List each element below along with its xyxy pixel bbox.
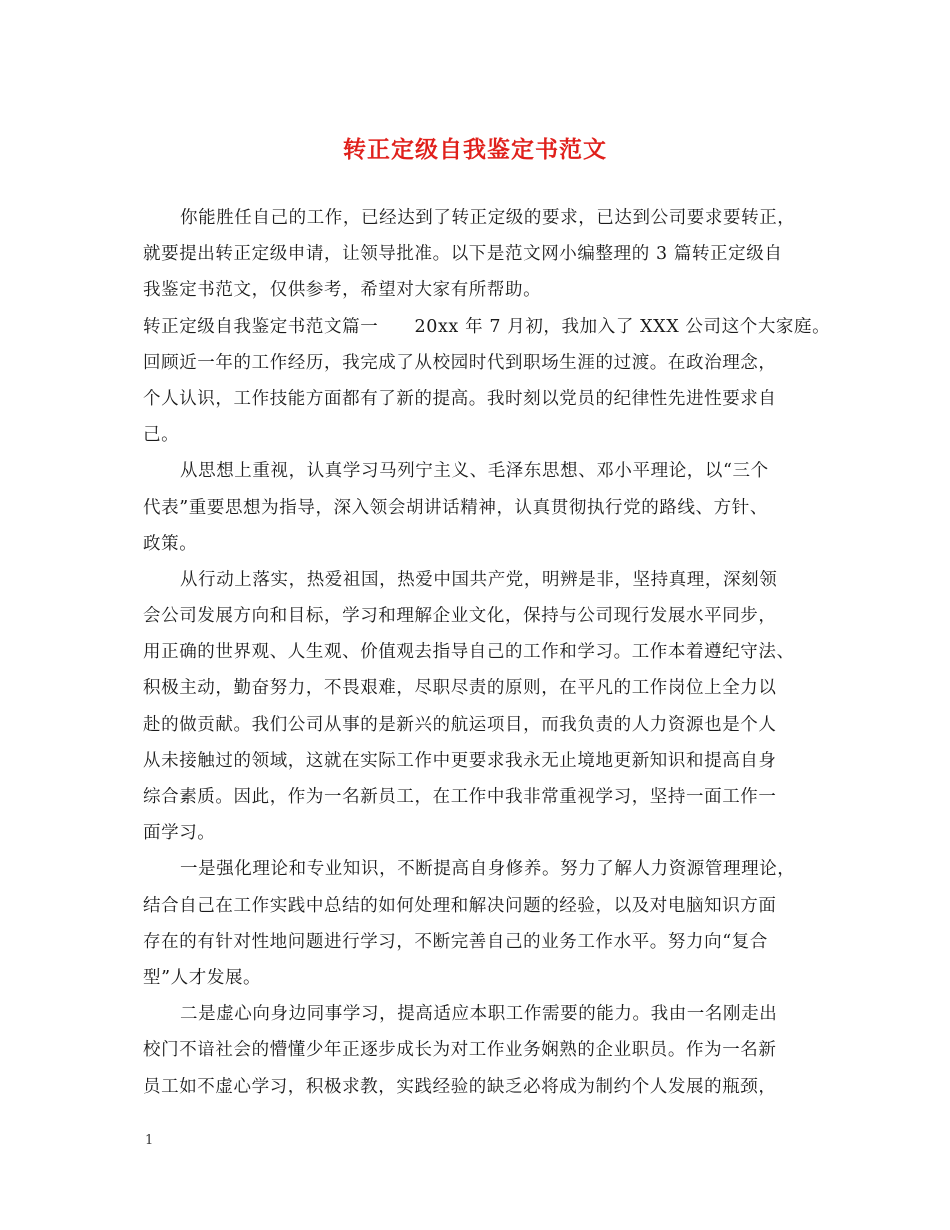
text-line: 赴的做贡献。我们公司从事的是新兴的航运项目，而我负责的人力资源也是个人	[143, 714, 777, 735]
text-line: 个人认识，工作技能方面都有了新的提高。我时刻以党员的纪律性先进性要求自	[143, 388, 777, 409]
text-line: 校门不谙社会的懵懂少年正逐步成长为对工作业务娴熟的企业职员。作为一名新	[143, 1040, 777, 1061]
document-body	[143, 200, 831, 1105]
page-number: 1	[145, 1133, 154, 1148]
text-line: 你能胜任自己的工作，已经达到了转正定级的要求，已达到公司要求要转正，	[180, 208, 796, 228]
text-line: 结合自己在工作实践中总结的如何处理和解决问题的经验，以及对电脑知识方面	[143, 895, 777, 916]
text-line: 代表”重要思想为指导，深入领会胡讲话精神，认真贯彻执行党的路线、方针、	[143, 497, 768, 518]
text-line: 用正确的世界观、人生观、价值观去指导自己的工作和学习。工作本着遵纪守法、	[143, 642, 795, 663]
text-line: 会公司发展方向和目标，学习和理解企业文化，保持与公司现行发展水平同步，	[143, 606, 777, 627]
text-line: 员工如不虚心学习，积极求教，实践经验的缺乏必将成为制约个人发展的瓶颈，	[143, 1076, 777, 1097]
text-line: 从未接触过的领域，这就在实际工作中更要求我永无止境地更新知识和提高自身	[143, 750, 777, 771]
text-line: 就要提出转正定级申请，让领导批准。以下是范文网小编整理的 3 篇转正定级自	[143, 244, 783, 265]
text-line: 型”人才发展。	[143, 967, 262, 988]
text-line: 回顾近一年的工作经历，我完成了从校园时代到职场生涯的过渡。在政治理念，	[143, 352, 777, 373]
text-line: 积极主动，勤奋努力，不畏艰难，尽职尽责的原则，在平凡的工作岗位上全力以	[143, 678, 777, 699]
text-line: 转正定级自我鉴定书范文篇一 20xx 年 7 月初，我加入了 XXX 公司这个大家庭。	[143, 316, 831, 337]
text-line: 我鉴定书范文，仅供参考，希望对大家有所帮助。	[143, 280, 542, 301]
text-line: 从思想上重视，认真学习马列宁主义、毛泽东思想、邓小平理论，以“三个	[180, 461, 769, 482]
text-line: 政策。	[143, 533, 198, 554]
document-title: 转正定级自我鉴定书范文	[343, 136, 607, 163]
text-line: 二是虚心向身边同事学习，提高适应本职工作需要的能力。我由一名刚走出	[180, 1004, 778, 1025]
text-line: 综合素质。因此，作为一名新员工，在工作中我非常重视学习，坚持一面工作一	[143, 787, 777, 807]
text-line: 从行动上落实，热爱祖国，热爱中国共产党，明辨是非，坚持真理，深刻领	[180, 569, 778, 590]
text-line: 面学习。	[143, 823, 216, 844]
text-line: 一是强化理论和专业知识，不断提高自身修养。努力了解人力资源管理理论，	[180, 859, 796, 880]
text-line: 己。	[143, 425, 180, 446]
text-line: 存在的有针对性地问题进行学习，不断完善自己的业务工作水平。努力向“复合	[143, 931, 768, 952]
